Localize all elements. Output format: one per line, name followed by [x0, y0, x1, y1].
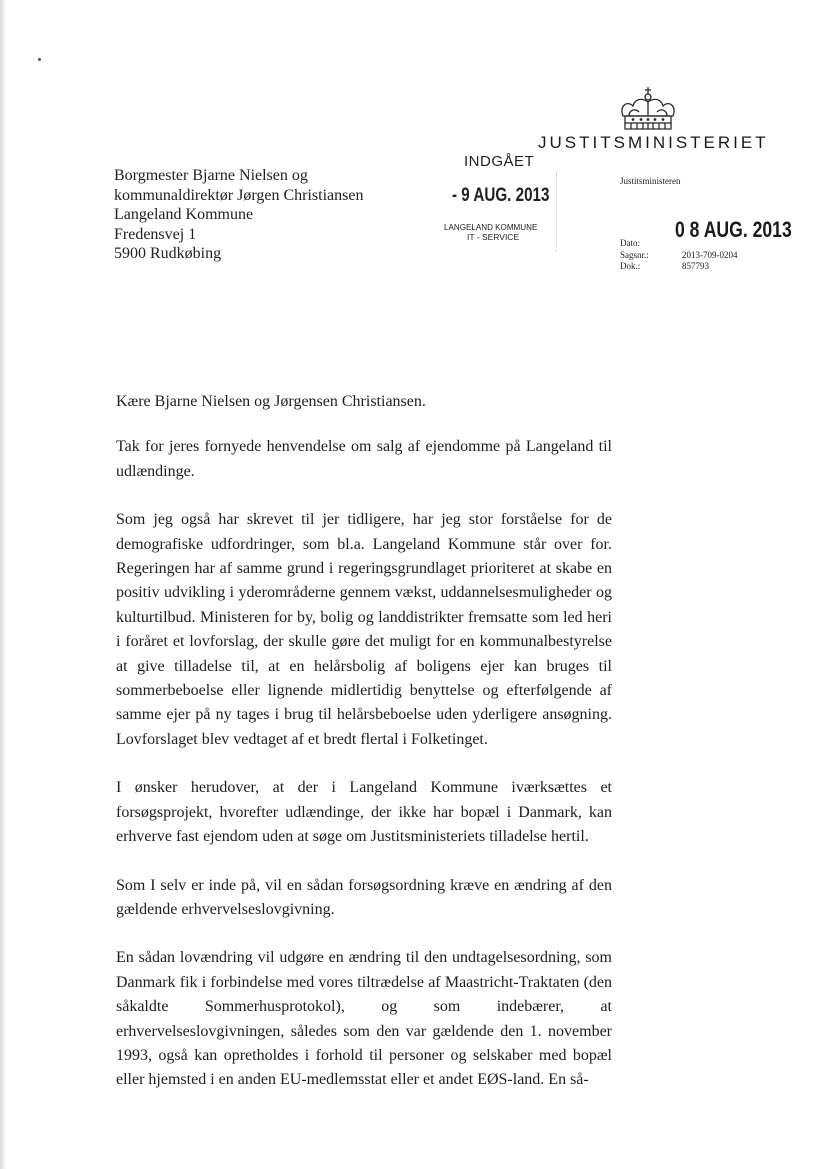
paragraph-1: Tak for jeres fornyede henvendelse om salg af ejendomme på Langeland til udlændinge. — [116, 438, 612, 480]
received-stamp-date: - 9 AUG. 2013 — [452, 185, 550, 206]
received-stamp-org: LANGELAND KOMMUNE — [444, 222, 538, 232]
royal-crown-icon — [617, 86, 679, 132]
scan-speck — [38, 58, 41, 61]
received-stamp-title: INDGÅET — [464, 153, 535, 170]
dok-label: Dok.: — [620, 261, 641, 271]
ministry-name: JUSTITSMINISTERIET — [538, 133, 769, 152]
sagsnr-label: Sagsnr.: — [620, 249, 649, 260]
dok-value: 857793 — [682, 261, 709, 271]
dato-label: Dato: — [620, 238, 640, 248]
meta-row-sagsnr — [620, 250, 738, 262]
recipient-line: kommunaldirektør Jørgen Christiansen — [114, 186, 364, 204]
letter-meta — [620, 238, 738, 273]
letter-body — [116, 390, 612, 1117]
paragraph-3: I ønsker herudover, at der i Langeland Kommune iværksættes et forsøgsprojekt, hvorefter udlændinge, der ikke har bopæl i Danmark, kan erhverve fast ejendom uden at søge om Justitsministeriets tilladelse hertil. — [116, 779, 612, 846]
recipient-address — [114, 166, 363, 264]
recipient-line: Fredensvej 1 — [114, 225, 197, 243]
ministry-sender: Justitsministeren — [620, 176, 681, 186]
meta-row-dok — [620, 261, 738, 273]
stamp-border-trace — [556, 172, 587, 252]
meta-row-dato — [620, 238, 738, 250]
sagsnr-value: 2013-709-0204 — [682, 249, 738, 260]
recipient-line: 5900 Rudkøbing — [114, 245, 222, 262]
letter-date-stamp: 0 8 AUG. 2013 — [675, 217, 792, 242]
paragraph-2: Som jeg også har skrevet til jer tidligere, har jeg stor forståelse for de demografiske udfordringer, som bl.a. Langeland Kommune står over for. Regeringen har af samme grund i regeringsgrundlaget prioriteret at skabe en positiv udvikling i yderområderne gennem vækst, uddannelsesmuligheder og kulturtilbud. Ministeren for by, bolig og landdistrikter fremsatte som led heri i foråret et lovforslag, der skulle gøre det muligt for en kommunalbestyrelse at give tilladelse til, at en helårsbolig af boligens ejer kan bruges til sommerbeboelse eller lignende midlertidig benyttelse og efterfølgende af samme ejer på ny tages i brug til helårsbeboelse uden yderligere ansøgning. Lovforslaget blev vedtaget af et bredt flertal i Folketinget. — [116, 511, 612, 748]
paragraph-4: Som I selv er inde på, vil en sådan forsøgsordning kræve en ændring af den gældende erhvervelseslovgivning. — [116, 876, 612, 918]
paragraph-5: En sådan lovændring vil udgøre en ændring til den undtagelsesordning, som Danmark fik i forbindelse med vores tiltrædelse af Maastricht-Traktaten (den såkaldte Sommerhusprotokol), og som indebærer, at erhvervelseslovgivningen, således som den var gældende den 1. november 1993, også kan opretholdes i forhold til personer og selskaber med bopæl eller hjemsted i en anden EU-medlemsstat eller et andet EØS-land. En så- — [116, 949, 612, 1089]
scan-page-edge — [0, 0, 7, 1169]
recipient-line: Langeland Kommune — [114, 206, 254, 223]
salutation: Kære Bjarne Nielsen og Jørgensen Christiansen. — [116, 393, 426, 410]
received-stamp-dept: IT - SERVICE — [467, 232, 520, 242]
recipient-line: Borgmester Bjarne Nielsen og — [114, 167, 308, 184]
